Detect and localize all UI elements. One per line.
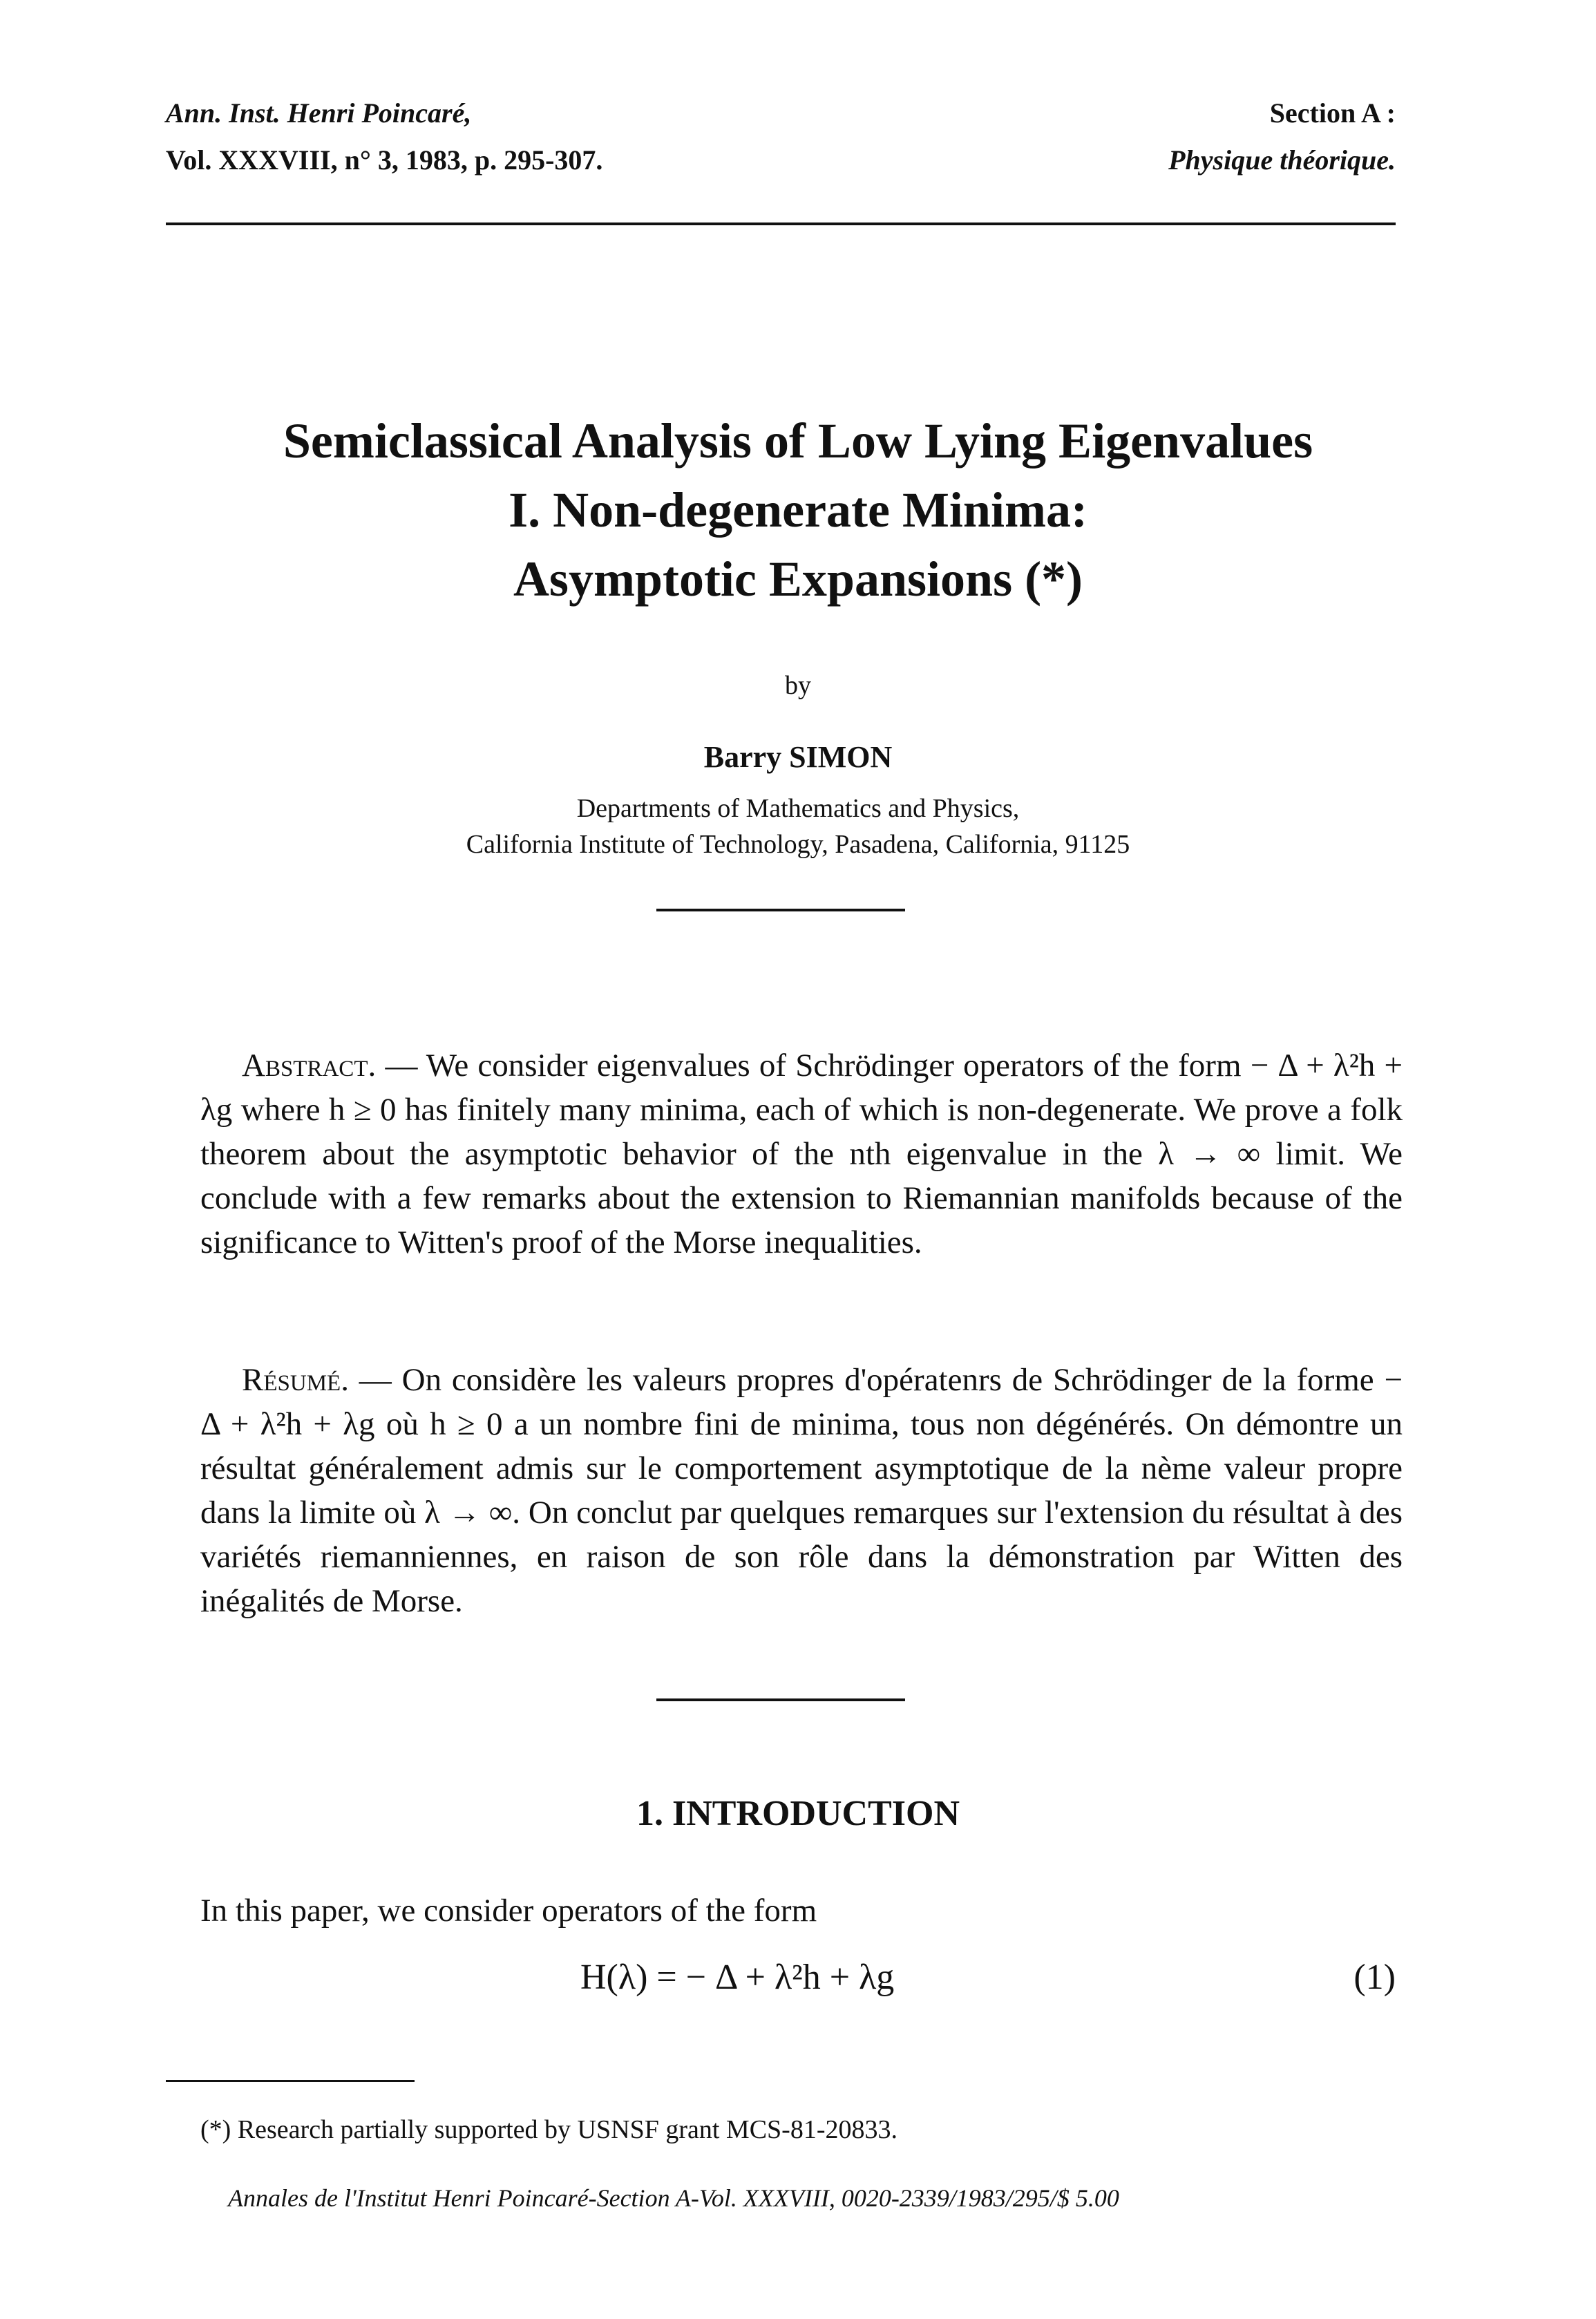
footnote-rule [166, 2080, 415, 2082]
equation-1: H(λ) = − Δ + λ²h + λg [580, 1958, 895, 1997]
abstract [200, 1043, 1403, 1265]
resume-label: Résumé. [242, 1362, 349, 1398]
resume [200, 1358, 1403, 1623]
byline-by: by [785, 671, 811, 700]
title-line-1: Semiclassical Analysis of Low Lying Eigenvalues [283, 413, 1313, 468]
journal-footer: Annales de l'Institut Henri Poincaré-Section A-Vol. XXXVIII, 0020-2339/1983/295/$ 5.00 [228, 2184, 1119, 2212]
section-name: Physique théorique. [1168, 144, 1396, 176]
footnote: (*) Research partially supported by USNSF grant MCS-81-20833. [200, 2115, 897, 2144]
introduction-lead: In this paper, we consider operators of the form [200, 1893, 817, 1929]
resume-rule [656, 1698, 905, 1701]
byline-rule [656, 909, 905, 911]
header-rule [166, 223, 1396, 225]
affiliation-line-2: California Institute of Technology, Pasadena, California, 91125 [466, 830, 1130, 859]
abstract-label: Abstract. [242, 1048, 377, 1083]
title-line-3: Asymptotic Expansions (*) [513, 551, 1083, 607]
equation-1-number: (1) [1353, 1958, 1396, 1997]
resume-text: — On considère les valeurs propres d'opératenrs de Schrödinger de la forme − Δ + λ²h + λg où h ≥ 0 a un nombre fini de minima, tous non dégénérés. On démontre un résultat généralement admis sur le comportement asymptotique de la nème valeur propre dans la limite où λ → ∞. On conclut par quelques remarques sur l'extension du résultat à des variétés riemanniennes, en raison de son rôle dans la démonstration par Witten des inégalités de Morse. [200, 1362, 1403, 1619]
journal-volume: Vol. XXXVIII, n° 3, 1983, p. 295-307. [166, 144, 603, 176]
affiliation-line-1: Departments of Mathematics and Physics, [576, 794, 1020, 823]
section-heading-introduction: 1. INTRODUCTION [636, 1794, 960, 1833]
author-name: Barry SIMON [703, 740, 893, 774]
title-line-2: I. Non-degenerate Minima: [509, 482, 1087, 538]
abstract-text: — We consider eigenvalues of Schrödinger operators of the form − Δ + λ²h + λg where h ≥ 0 has finitely many minima, each of which is non-degenerate. We prove a folk theorem about the asymptotic behavior of the nth eigenvalue in the λ → ∞ limit. We conclude with a few remarks about the extension to Riemannian manifolds because of the significance to Witten's proof of the Morse inequalities. [200, 1048, 1403, 1260]
section-label: Section A : [1269, 97, 1396, 129]
journal-name: Ann. Inst. Henri Poincaré, [166, 97, 472, 129]
